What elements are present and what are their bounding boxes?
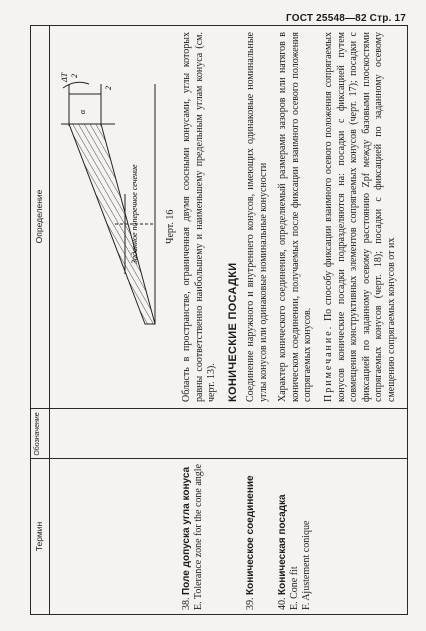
term-en: E. Cone fit [289,566,300,610]
term-ru: Коническая посадка [277,494,288,595]
section-label: Заданное поперечное сечение [130,164,139,264]
delta-t-denominator: 2 [70,74,79,78]
entry-number: 38. [181,597,192,610]
term-ru: Поле допуска угла конуса [181,466,192,595]
entry-number: 39. [245,597,256,610]
note-text: По способу фиксации взаимного осевого положения сопрягаемых конусов конические посадки подразделяются на: посадки с фиксацией путем совмещения конструктивных элементов сопрягаемых конусов (черт. 17); посадки с фиксацией по заданному осевому расстоянию Zpf между базовыми плоскостями сопрягаемых конусов (черт. 18); посадки с фиксацией по заданному осевому смещению сопрягаемых конусов от их [323,32,397,402]
figure-caption: Черт. 16 [165,209,176,244]
column-divider [31,458,407,459]
entry-38-term [181,462,205,610]
header-symbol: Обозначение [34,412,41,456]
header-term: Термин [34,521,44,552]
cone-tolerance-figure [55,54,161,384]
entry-39-term [245,462,257,610]
column-divider [31,408,407,409]
term-ru: Коническое соединение [245,475,256,595]
term-fr: F. Ajustement conique [301,520,312,610]
term-en: E. Tolerance zone for the cone angle [193,464,204,610]
header-rule [49,26,50,614]
section-title: КОНИЧЕСКИЕ ПОСАДКИ [227,262,239,402]
page-header: ГОСТ 25548—82 Стр. 17 [286,13,406,24]
entry-40-term [277,462,313,610]
header-definition: Определение [34,189,44,244]
tdr-label: 2 [104,86,113,90]
entry-number: 40. [277,597,288,610]
note-label: Примечание. [323,324,334,402]
terms-table [30,25,408,615]
rotated-page [30,25,408,615]
entry-40-definition: Характер конического соединения, определяемый размерами зазоров или натягов в коническом соединении, получаемых после фиксации взаимного осевого положения сопрягаемых конусов. [277,32,313,402]
entry-40-note [323,32,398,402]
alpha-label: α [78,109,87,114]
entry-39-definition: Соединение наружного и внутреннего конусов, имеющих одинаковые номинальные углы конусов или одинаковые номинальные конусности [245,32,269,402]
entry-38-definition: Область в пространстве, ограниченная двумя соосными конусами, углы которых равны соответственно наибольшему и наименьшему предельным углам конуса (см. черт. 13). [181,32,217,402]
delta-t-label: ΔT [60,72,69,82]
